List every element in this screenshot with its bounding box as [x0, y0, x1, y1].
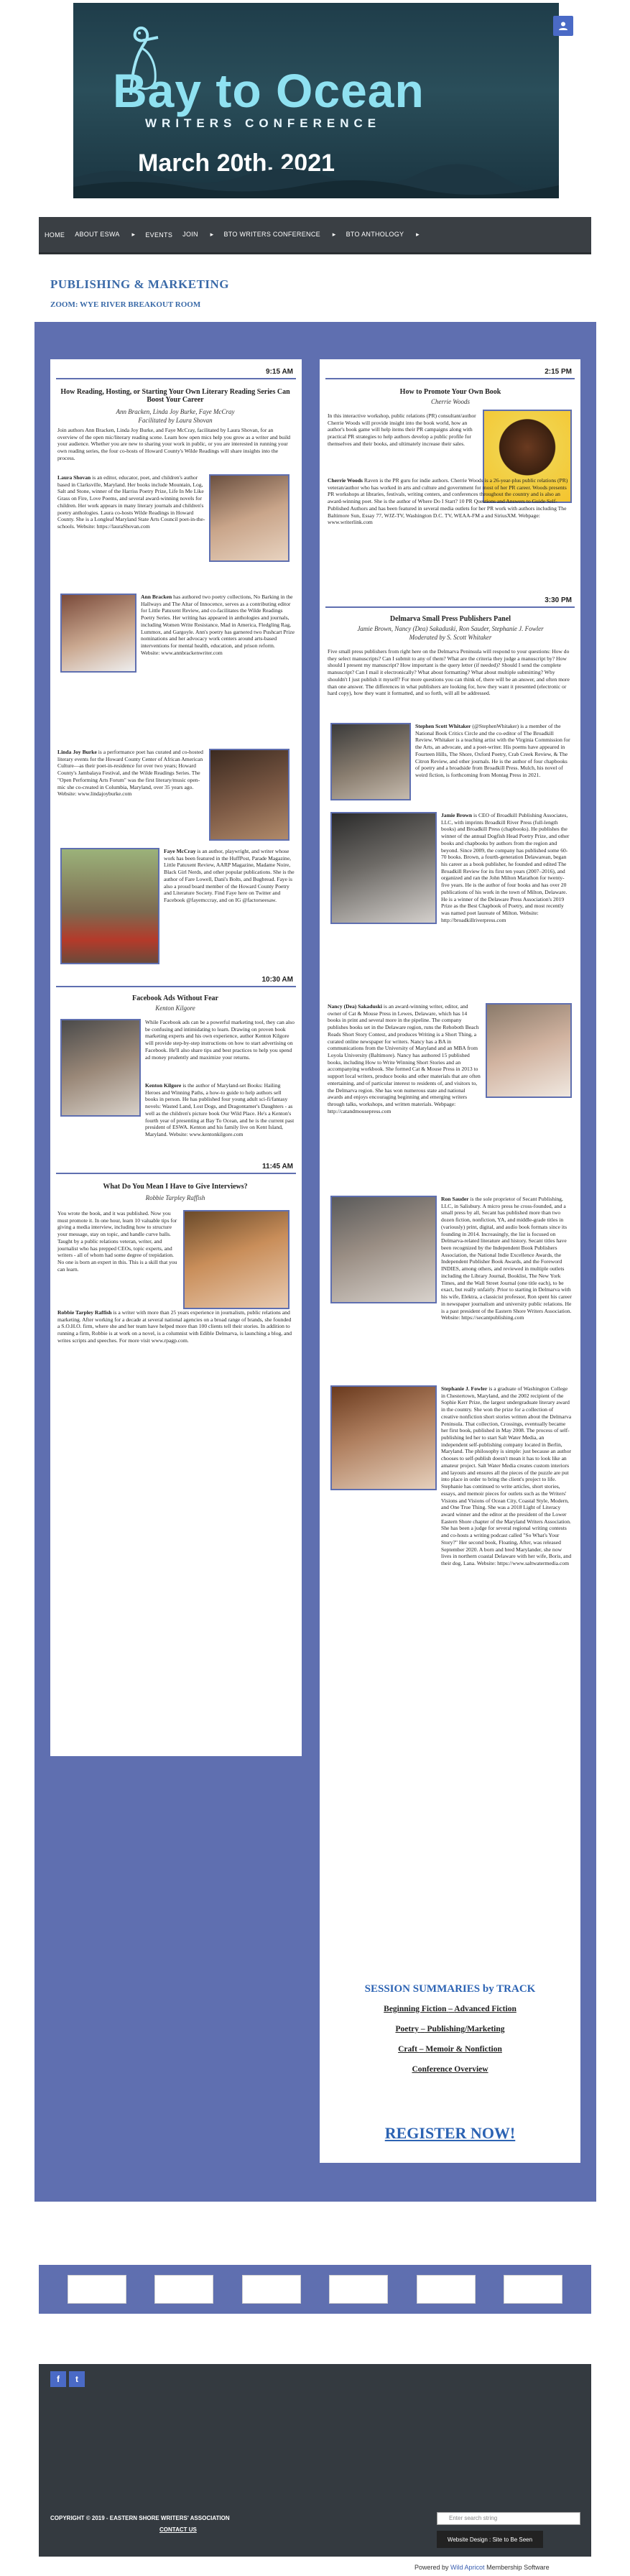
stephen-whitaker-photo [330, 723, 411, 800]
sponsor-logo[interactable] [504, 2275, 562, 2304]
ron-sauder-photo [330, 1196, 437, 1303]
bio-jamie [441, 812, 572, 979]
session-title: What Do You Mean I Have to Give Interviews? [103, 1183, 248, 1191]
bio-text: is CEO of Broadkill Publishing Associates, LLC, with imprints Broadkill River Press (full-length books) and Broadkill Press (chapbooks). He publishes the winner of the annual Dogfish Head Poetry Prize, and other books and chapbooks by authors from the region and beyond. Since 2009, the company has published some 60-70 books. Brown, a fourth-generation Delawarean, began his career as a book publisher, he founded and edited The Broadkill Review for its first ten years (2007–2016), and organized and ran the John Milton Marathon for twenty-five years. He is the author of four books and has over 20 publications of his work in the town of Milton, Delaware. He is a winner of the Delaware Press Association's 2019 Prize as the Best Chapbook of Poetry, and most recently was named poet laureate of Milton. Website: http://broadkillriverpress.com [441, 812, 570, 923]
sponsor-logo[interactable] [68, 2275, 126, 2304]
bio-whitaker [415, 723, 572, 803]
bio-name: Robbie Tarpley Raffish [57, 1309, 112, 1316]
summary-separator: – [420, 2025, 425, 2033]
session-facilitator: Moderated by S. Scott Whitaker [409, 634, 492, 641]
session-time: 10:30 AM [56, 971, 296, 987]
jamie-brown-photo [330, 812, 437, 924]
kenton-kilgore-photo [60, 1019, 141, 1117]
sponsor-logo[interactable] [417, 2275, 476, 2304]
summary-link-craft[interactable]: Craft [398, 2045, 417, 2054]
linda-joy-burke-photo [209, 749, 289, 841]
bio-name: Kenton Kilgore [145, 1082, 182, 1089]
bio-name: Cherrie Woods [328, 477, 363, 484]
nav-item-home[interactable]: HOME [45, 231, 65, 239]
conference-banner [73, 3, 559, 198]
twitter-icon[interactable]: t [69, 2371, 85, 2387]
summary-row [320, 2025, 580, 2033]
bio-ann [141, 594, 295, 708]
session-time: 2:15 PM [325, 364, 575, 379]
nav-item-about-label: ABOUT ESWA [75, 231, 120, 238]
bio-linda [57, 749, 205, 838]
bio-text: is an author, playwright, and writer whose work has been featured in the HuffPost, Parade Magazine, Little Patuxent Review, AARP Magazine, Madame Noire, Black Girl Nerds, and other popular publications. She is the author of Fare Lowell, Dani's Bolts, and Bugbread. Faye is also a proud board member of the Howard County Poetry and Literature Society. Find Faye here on Twitter and Facebook @fayemccray, and on IG @factorseesaw. [164, 848, 295, 904]
sponsor-logo[interactable] [329, 2275, 388, 2304]
session-title: Facebook Ads Without Fear [132, 994, 218, 1002]
waves-decoration-icon [73, 157, 559, 198]
copyright-text: COPYRIGHT © 2019 - EASTERN SHORE WRITERS' ASSOCIATION [50, 2515, 230, 2521]
nav-item-about[interactable]: ABOUT ESWA ▸ [75, 231, 136, 238]
session-time: 11:45 AM [56, 1158, 296, 1174]
nav-item-conference[interactable]: BTO WRITERS CONFERENCE ▸ [223, 231, 336, 238]
summary-link-poetry[interactable]: Poetry [395, 2025, 420, 2033]
bio-name: Nancy (Dea) Sakaduski [328, 1003, 382, 1010]
session-intro: While Facebook ads can be a powerful marketing tool, they can also be confusing and intimidating to learn. Drawing on proven book marketing experts and his own experience, author Kenton Kilgore will provide step-by-step instructions on how to start advertising on Facebook. He'll also share tips and best practices to help you spend ad money prudently and maximize your returns. [145, 1019, 295, 1061]
footer [39, 2364, 591, 2557]
session-intro: Five small press publishers from right here on the Delmarva Peninsula will respond to your questions: How do they select manuscripts? Can I submit to any of them? What are the criteria they judge a manuscript by? How should I present my manuscript? How important is the query letter (if needed)? Should I send the complete manuscript? Can I mail it electronically? What about formatting? What about multiple submitting? Why shouldn't I just publish it myself? For more questions you can think of, there will be an answer, and often more than one answer. The differences in what publishers are looking for, how they want it presented (electronic or hard copy), how they want it formatted, and so forth, will all be addressed. [328, 648, 570, 697]
page-title: PUBLISHING & MARKETING [50, 277, 230, 291]
ann-bracken-photo [60, 594, 136, 673]
summary-link-beginning-fiction[interactable]: Beginning Fiction [384, 2005, 447, 2013]
bio-ron [441, 1196, 572, 1378]
session-facilitator: Facilitated by Laura Shovan [138, 417, 213, 424]
bio-text: is the sole proprietor of Secant Publishing, LLC, in Salisbury. A micro press he cross-founded, and a small press by all, Secant has published more than two dozen fiction, nonfiction, YA, and middle-grade titles in (variously) print, digital, and audio book formats since its founding in 2014. Increasingly, the list is focused on Delmarva-related literature and history. Secant titles have been recognized by the Independent Book Publishers Association, the National Indie Excellence Awards, the Independent Publisher Book Awards, and the Foreword INDIES, among others, and reviewed in multiple outlets including the Library Journal, Booklist, The New York Times, and the Wall Street Journal (one title each), to be exact, but really unfairly. Prior to starting in Delmarva with his wife, Elektra, a classicist professor, Ron spent his career in newspaper journalism and university public relations. He is a past president of the Eastern Shore Writers Association. Website: https://secantpublishing.com [441, 1196, 572, 1321]
bio-name: Laura Shovan [57, 474, 91, 481]
summary-row [320, 2005, 580, 2013]
summary-link-overview[interactable]: Conference Overview [412, 2065, 488, 2074]
banner-date: March 20th, 2021 [138, 149, 335, 177]
session-authors: Jamie Brown, Nancy (Dea) Sakaduski, Ron Sauder, Stephanie J. Fowler [357, 625, 544, 632]
main-nav [39, 217, 591, 254]
laura-shovan-photo [209, 474, 289, 562]
nav-item-anthology-label: BTO ANTHOLOGY [346, 231, 404, 238]
powered-prefix: Powered by [414, 2564, 449, 2571]
powered-suffix: Membership Software [486, 2564, 550, 2571]
summary-link-advanced-fiction[interactable]: Advanced Fiction [454, 2005, 516, 2013]
bio-stephanie [441, 1385, 572, 1566]
session-authors: Robbie Tarpley Raffish [145, 1194, 205, 1201]
wild-apricot-link[interactable]: Wild Apricot [450, 2564, 485, 2571]
register-now-link[interactable]: REGISTER NOW! [384, 2124, 516, 2142]
bio-text: is a writer with more than 25 years experience in journalism, public relations and marketing. After working for a decade at several national agencies on a broad range of brands, she founded a S.O.H.O. firm, where she and her team have helped more than 100 clients tell their stories. In addition to running a firm, Robbie is at work on a novel, is a columnist with Edible Delmarva, is launching a blog, and writes scripts and speeches. For more visit www.rpagp.com. [57, 1309, 292, 1344]
sponsor-logo[interactable] [242, 2275, 301, 2304]
sponsor-band [39, 2265, 591, 2314]
session-title: How to Promote Your Own Book [399, 388, 501, 396]
bio-name: Linda Joy Burke [57, 749, 97, 755]
session-time: 3:30 PM [325, 592, 575, 608]
bio-name: Jamie Brown [441, 812, 473, 818]
session-time: 9:15 AM [56, 364, 296, 379]
nav-item-anthology[interactable]: BTO ANTHOLOGY ▸ [346, 231, 420, 238]
session-intro: You wrote the book, and it was published. Now you must promote it. In one hour, learn 10 valuable tips for giving a media interview, including how to structure your message, stay on topic, and handle curve balls. Taught by a public relations veteran, writer, and journalist who has prepped CEOs, topic experts, and writers - all of whom had some degree of trepidation. No one is born an expert in this. This is a skill that you can learn. [57, 1210, 177, 1273]
user-login-icon[interactable] [553, 16, 573, 36]
page-subtitle: ZOOM: WYE RIVER BREAKOUT ROOM [50, 300, 201, 309]
nav-item-conference-label: BTO WRITERS CONFERENCE [223, 231, 320, 238]
banner-title: Bay to Ocean [113, 64, 425, 117]
bio-cherrie [328, 477, 572, 568]
summary-row [320, 2045, 580, 2054]
summary-link-publishing[interactable]: Publishing/Marketing [427, 2025, 505, 2033]
bio-name: Ron Sauder [441, 1196, 469, 1202]
session-authors: Cherrie Woods [431, 398, 470, 405]
bio-name: Stephanie J. Fowler [441, 1385, 488, 1392]
nav-item-events[interactable]: EVENTS [145, 231, 173, 239]
session-intro: Join authors Ann Bracken, Linda Joy Burke, and Faye McCray, facilitated by Laura Shovan, for an overview of the open mic/literary reading scene. Learn how open mics help you grow as a writer and build your audience. Whether you are new to sharing your work in public, or you are interested in running your own reading series, the four co-hosts of Howard County's Wilde Readings will share insights into the process. [57, 427, 291, 461]
session-title: Delmarva Small Press Publishers Panel [389, 615, 511, 623]
bio-faye [164, 848, 295, 959]
bio-text: is an award-winning writer, editor, and owner of Cat & Mouse Press in Lewes, Delaware, which has 14 books in print and several more in the pipeline. The company publishes books set in the Delaware region, runs the Rehoboth Beach Reads Short Story Contest, and produces Writing is a Short Thing, a curated online newspaper for writers. Nancy has a BA in communications from the University of Maryland and an MBA from Loyola University (Baltimore). Nancy has authored 15 published books, including How to Write Winning Short Stories and an accompanying workbook. She formed Cat & Mouse Press in 2013 to support local writers, produce books and other materials that are often entertaining, and of particular interest to residents of, and visitors to, the Delmarva region. She has won numerous state and national awards and enjoys encouraging beginning and emerging writers through talks, workshops, and written materials. Webpage: http://catandmousepress.com [328, 1003, 481, 1114]
summary-separator: – [448, 2005, 453, 2013]
website-design-button[interactable]: Website Design : Site to Be Seen [437, 2531, 543, 2548]
session-intro: In this interactive workshop, public relations (PR) consultant/author Cherrie Woods will provide insight into the book world, how an author's book game will help items their PR campaigns along with practical PR strategies to help authors develop a public profile for themselves and their books, and ultimately increase their sales. [328, 412, 476, 447]
summary-separator: – [419, 2045, 424, 2054]
search-input[interactable]: Enter search string [437, 2512, 580, 2525]
bio-text: is an editor, educator, poet, and children's author based in Clarksville, Maryland. Her books include Mountain, Log, Salt and Stone, winner of the Harriss Poetry Prize, Life In Me Like Grass on Fire, Love Poems, and several award-winning novels for children. Her work appears in many literary journals and children's poetry anthologies. Laura co-hosts Wilde Readings in Howard County. She is a Longleaf Maryland State Arts Council poet-in-the-schools. Website: https://lauraShovan.com [57, 474, 205, 530]
bio-name: Ann Bracken [141, 594, 172, 600]
bio-text: is a graduate of Washington College in Chestertown, Maryland, and the 2002 recipient of the Sophie Kerr Prize, the largest undergraduate literary award in the country. She won the prize for a collection of creative nonfiction short stories written about the Delmarva Peninsula. That collection, Crossings, eventually became her first book, published in May 2008. The process of self-publishing led her to start Salt Water Media, an independent self-publishing company located in Berlin, Maryland. The philosophy is simple: just because an author chooses to self-publish doesn't mean it has to look like an amateur project. Salt Water Media creates custom interiors and layouts and ensures all the pieces of the puzzle are put into place in order to bring the client's project to life. Stephanie has continued to write articles, short stories, essays, and memoir pieces for outlets such as the Writers' Visions and Visions of Ocean City, Coastal Style, Modern, and One True Thing. She was a 2018 Light of Literacy award winner and the editor at the president of the Lower Eastern Shore chapter of the Maryland Writers Association. She has been a judge for several regional writing contests and co-hosts a writing podcast called "So What's Your Story?" Her second book, Floating, After, was released September 2020. A born and bred Marylander, she now lives in northern coastal Delaware with her wife, Boris, and their dog, Lana. Website: https://www.saltwatermedia.com [441, 1385, 572, 1566]
contact-us-link[interactable]: CONTACT US [159, 2526, 197, 2533]
bio-text: is a performance poet has curated and co-hosted literary events for the Howard County Center of African American Culture—as their poet-in-residence for over two years; Howard County's Jambalaya Festival, and the Wilde Readings Series. The "Open Performing Arts Forum" was the first literary/music open-mic she co-created in Columbia, Maryland, over 35 years ago. Website: www.lindajoyburke.com [57, 749, 203, 798]
facebook-icon[interactable]: f [50, 2371, 66, 2387]
bio-robbie [57, 1309, 295, 1378]
bio-text: (@StephenWhitaker) is a member of the National Book Critics Circle and the co-editor of The Broadkill Review. Whitaker is a teaching artist with the Virginia Commission for the Arts, an advocate, and a poet-writer. His poems have appeared in Fourteen Hills, The Shore, Oxford Poetry, Crab Creek Review, & The Citron Review, and other journals. He is the author of four chapbooks of poetry and a broadside from Broadkill Press. Mulch, his novel of weird fiction, is forthcoming from Montag Press in 2021. [415, 723, 570, 779]
bio-nancy [328, 1003, 481, 1190]
powered-by [414, 2564, 550, 2571]
robbie-raffish-photo [183, 1210, 289, 1309]
bio-kenton [145, 1082, 295, 1138]
nancy-sakaduski-photo [486, 1003, 572, 1098]
banner-subtitle: WRITERS CONFERENCE [145, 116, 381, 130]
sponsor-logo[interactable] [154, 2275, 213, 2304]
stephanie-fowler-photo [330, 1385, 437, 1490]
session-authors: Kenton Kilgore [155, 1005, 195, 1012]
session-summaries-title: SESSION SUMMARIES by TRACK [364, 1983, 536, 1995]
nav-item-join-label: JOIN [182, 231, 198, 238]
bio-name: Stephen Scott Whitaker [415, 723, 471, 729]
bio-text: has authored two poetry collections, No Barking in the Hallways and The Altar of Innocence, serves as a contributing editor for Little Patuxent Review, and co-facilitates the Wilde Readings Poetry Series. Her writing has appeared in anthologies and journals, including Women Write Resistance, Mad in America, Fledgling Rag, Lummox, and Gargoyle. Ann's poetry has garnered two Pushcart Prize nominations and her advocacy work centers around arts-based interventions for mental health, education, and prison reform. Website: www.annbrackenwriter.com [141, 594, 295, 656]
summary-link-memoir[interactable]: Memoir & Nonfiction [425, 2045, 502, 2054]
faye-mccray-photo [60, 848, 159, 964]
nav-item-join[interactable]: JOIN ▸ [182, 231, 214, 238]
session-authors: Ann Bracken, Linda Joy Burke, Faye McCray [116, 408, 235, 415]
bio-name: Faye McCray [164, 848, 196, 854]
bio-text: Raven is the PR guru for indie authors. Cherrie Woods is a 26-year-plus public relations (PR) veteran/author who has worked in arts and culture and government for most of her PR career. Woods presents PR workshops at libraries, festivals, writing centers, and conferences throughout the country and is also an award-winning poet. She is the author of Where Do I Start? 10 PR Questions and Answers to Guide Self-Published Authors and has been featured in several media outlets for her PR work with authors including The Baltimore Sun, Essay 77, WJZ-TV, Washington D.C. TV, WEAA-FM a and SiriusXM. Webpage: www.writerlink.com [328, 477, 568, 526]
bio-laura [57, 474, 205, 568]
session-title: How Reading, Hosting, or Starting Your Own Literary Reading Series Can Boost Your Career [60, 388, 290, 404]
bio-text: is the author of Maryland-set Books: Hailing Heroes and Winning Paths, a how-to guide to help authors sell books in person. He has published four young adult sci-fi/fantasy novels: Wasted Land, Lost Dogs, and Dragontamer's Daughters - as well as the children's picture book Our Wild Place. He's a Kenton's fourth year of presenting at Bay To Ocean, and he is the current past president of ESWA. Kenton and his family live on Kent Island, Maryland. Website: www.kentonkilgore.com [145, 1082, 295, 1138]
